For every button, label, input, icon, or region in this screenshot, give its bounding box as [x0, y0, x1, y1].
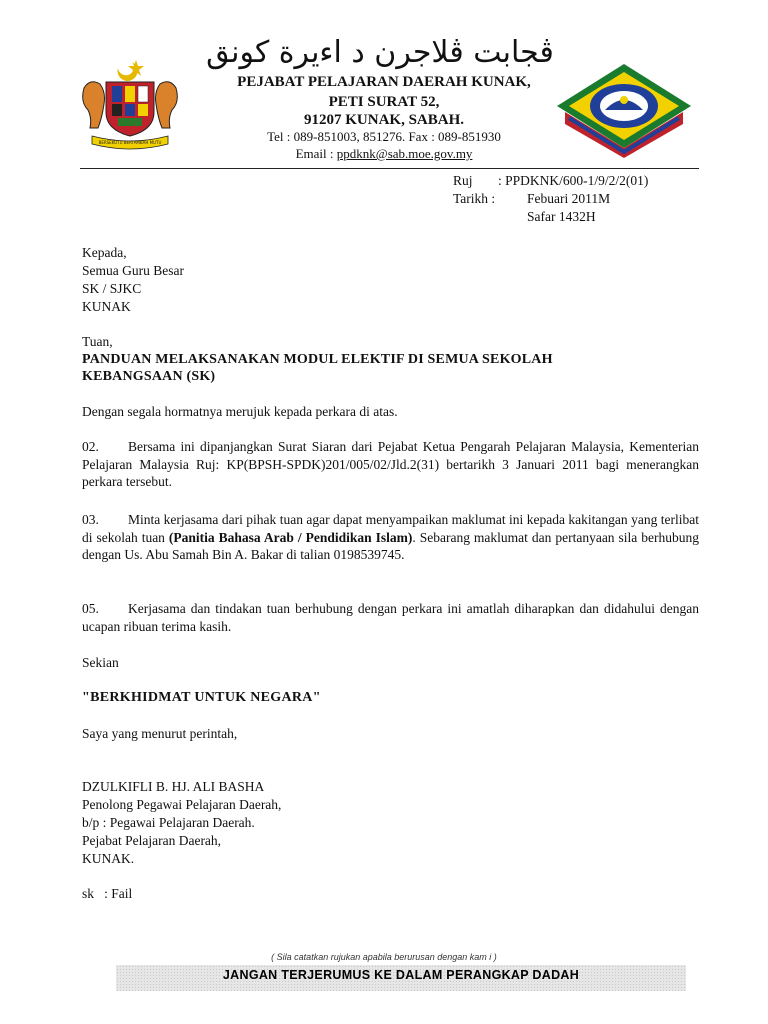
paragraph-text: Kerjasama dan tindakan tuan berhubung dengan perkara ini amatlah diharapkan dan didahului dengan ucapan ribuan terima kasih. [82, 601, 699, 634]
signatory-name: DZULKIFLI B. HJ. ALI BASHA [82, 779, 265, 794]
motto: "BERKHIDMAT UNTUK NEGARA" [82, 690, 321, 705]
recipient-line: Semua Guru Besar [82, 263, 184, 278]
date-gregorian: Febuari 2011M [527, 191, 611, 206]
signatory-place: KUNAK. [82, 851, 135, 866]
subject-line-1: PANDUAN MELAKSANAKAN MODUL ELEKTIF DI SEMUA SEKOLAH [82, 352, 553, 367]
footer-note: ( Sila catatkan rujukan apabila berurusan dengan kam i ) [271, 952, 497, 962]
jawi-office-title [190, 32, 570, 70]
svg-text:BERSEKUTU BERTAMBAH MUTU: BERSEKUTU BERTAMBAH MUTU [98, 140, 162, 145]
ref-value: : PPDKNK/600-1/9/2/2(01) [498, 173, 649, 188]
yours-faithfully: Saya yang menurut perintah, [82, 726, 238, 741]
recipient-line: Kepada, [82, 245, 127, 260]
footer-banner [116, 965, 686, 991]
signatory-office: Pejabat Pelajaran Daerah, [82, 833, 222, 848]
ref-label: Ruj [453, 173, 473, 188]
salutation: Tuan, [82, 334, 113, 349]
recipient-line: SK / SJKC [82, 281, 142, 296]
paragraph-02 [82, 438, 699, 491]
postcode-city: 91207 KUNAK, SABAH. [303, 112, 464, 128]
opening-sentence: Dengan segala hormatnya merujuk kepada perkara di atas. [82, 404, 398, 419]
paragraph-05 [82, 600, 699, 635]
email-line [190, 145, 578, 162]
coat-of-arms-icon [78, 58, 182, 150]
cc-line: sk : Fail [82, 886, 133, 901]
footer-banner-text: JANGAN TERJERUMUS KE DALAM PERANGKAP DADAH [222, 968, 580, 982]
sekian: Sekian [82, 655, 119, 670]
paragraph-text: Minta kerjasama dari pihak tuan agar dapat menyampaikan maklumat ini kepada kakitangan yang terlibat di sekolah tuan [82, 512, 699, 545]
email-label: Email : [295, 146, 337, 161]
paragraph-number: 02. [82, 439, 99, 454]
email-link[interactable]: ppdknk@sab.moe.gov.my [336, 146, 473, 161]
date-label: Tarikh : [453, 191, 496, 206]
date-hijri: Safar 1432H [527, 209, 596, 224]
signatory-title: Penolong Pegawai Pelajaran Daerah, [82, 797, 282, 812]
subject-line-2: KEBANGSAAN (SK) [82, 369, 216, 384]
office-name: PEJABAT PELAJARAN DAERAH KUNAK, [237, 74, 531, 90]
paragraph-emphasis: (Panitia Bahasa Arab / Pendidikan Islam) [168, 529, 413, 545]
svg-text:ڤجابت ڤلاجرن د اءيرة كونق: ڤجابت ڤلاجرن د اءيرة كونق [206, 35, 554, 70]
po-box: PETI SURAT 52, [328, 94, 440, 110]
paragraph-text: . Sebarang maklumat dan pertanyaan sila berhubung dengan Us. Abu Samah Bin A. Bakar di talian 0198539745. [82, 529, 699, 562]
paragraph-number: 05. [82, 601, 99, 616]
paragraph-03 [82, 511, 699, 564]
signatory-bp: b/p : Pegawai Pelajaran Daerah. [82, 815, 255, 830]
paragraph-number: 03. [82, 512, 99, 527]
recipient-line: KUNAK [82, 299, 131, 314]
tel-fax-line: Tel : 089-851003, 851276. Fax : 089-851930 [267, 129, 501, 144]
header-divider [80, 168, 699, 169]
paragraph-text: Bersama ini dipanjangkan Surat Siaran dari Pejabat Ketua Pengarah Pelajaran Malaysia, Kementerian Pelajaran Malaysia Ruj: KP(BPSH-SPDK)201/005/02/Jld.2(31) bertarikh 3 Januari 2011 bagi menerangkan perkara tersebut. [82, 439, 699, 489]
